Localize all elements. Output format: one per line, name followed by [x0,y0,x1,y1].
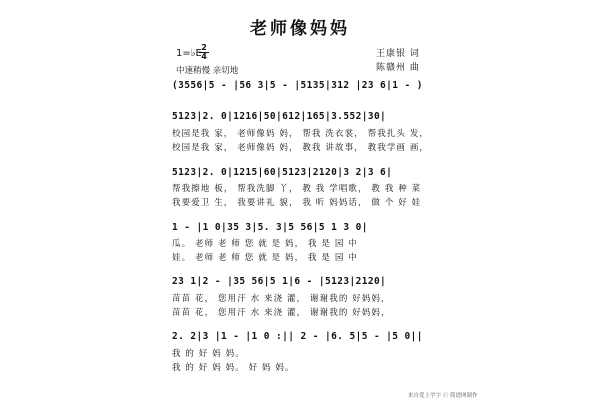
time-signature [199,44,209,61]
lyric-line: 娃。 老师 老 师 您 就 是 妈， 我 是 园 中 [172,253,358,263]
lyric-line: 我 的 好 妈 妈。 好 妈 妈。 [172,363,295,373]
lyric-line: 校园是我 家， 老师像妈 妈， 帮我 洗衣裳， 帮我扎头 发， [172,129,430,139]
lyric-line: 苗苗 花， 您用汗 水 来浇 灌， 谢谢我的 好妈妈， [172,308,391,318]
notation-line: 23 1|2 - |35 56|5 1|6 - |5123|2120| [172,276,387,287]
lyricist-credit: 王康银 词 [376,49,420,59]
time-signature-beats: 2 [201,43,207,52]
footer-watermark: 来自爱上学字 ⓒ 简谱网制作 [408,393,478,399]
time-signature-unit: 4 [201,52,207,61]
key-signature: 1=♭E [176,48,202,59]
lyric-line: 校园是我 家， 老师像妈 妈， 教我 讲故事， 教我学画 画， [172,143,430,153]
lyric-line: 我要爱卫 生， 我要讲礼 貌， 我 听 妈妈话， 做 个 好 娃 [172,198,422,208]
lyric-line: 帮我擦地 板， 帮我洗脚 丫， 教 我 学唱歌， 教 我 种 菜 [172,184,422,194]
song-title: 老师像妈妈 [250,19,350,39]
lyric-line: 苗苗 花， 您用汗 水 来浇 灌， 谢谢我的 好妈妈， [172,294,391,304]
lyric-line: 我 的 好 妈 妈。 [172,349,245,359]
notation-line: 5123|2. 0|1216|50|612|165|3.552|30| [172,111,387,122]
notation-line: 5123|2. 0|1215|60|5123|2120|3 2|3 6| [172,167,393,178]
notation-line: 2. 2|3 |1 - |1 0 :|| 2 - |6. 5|5 - |5 0|| [172,331,423,342]
notation-line: (3556|5 - |56 3|5 - |5135|312 |23 6|1 - ) [172,80,423,91]
lyric-line: 瓜。 老师 老 师 您 就 是 妈， 我 是 园 中 [172,239,358,249]
tempo-marking: 中速稍慢 亲切地 [176,66,239,76]
composer-credit: 陈赣州 曲 [376,63,420,73]
notation-line: 1 - |1 0|35 3|5. 3|5 56|5 1 3 0| [172,222,368,233]
